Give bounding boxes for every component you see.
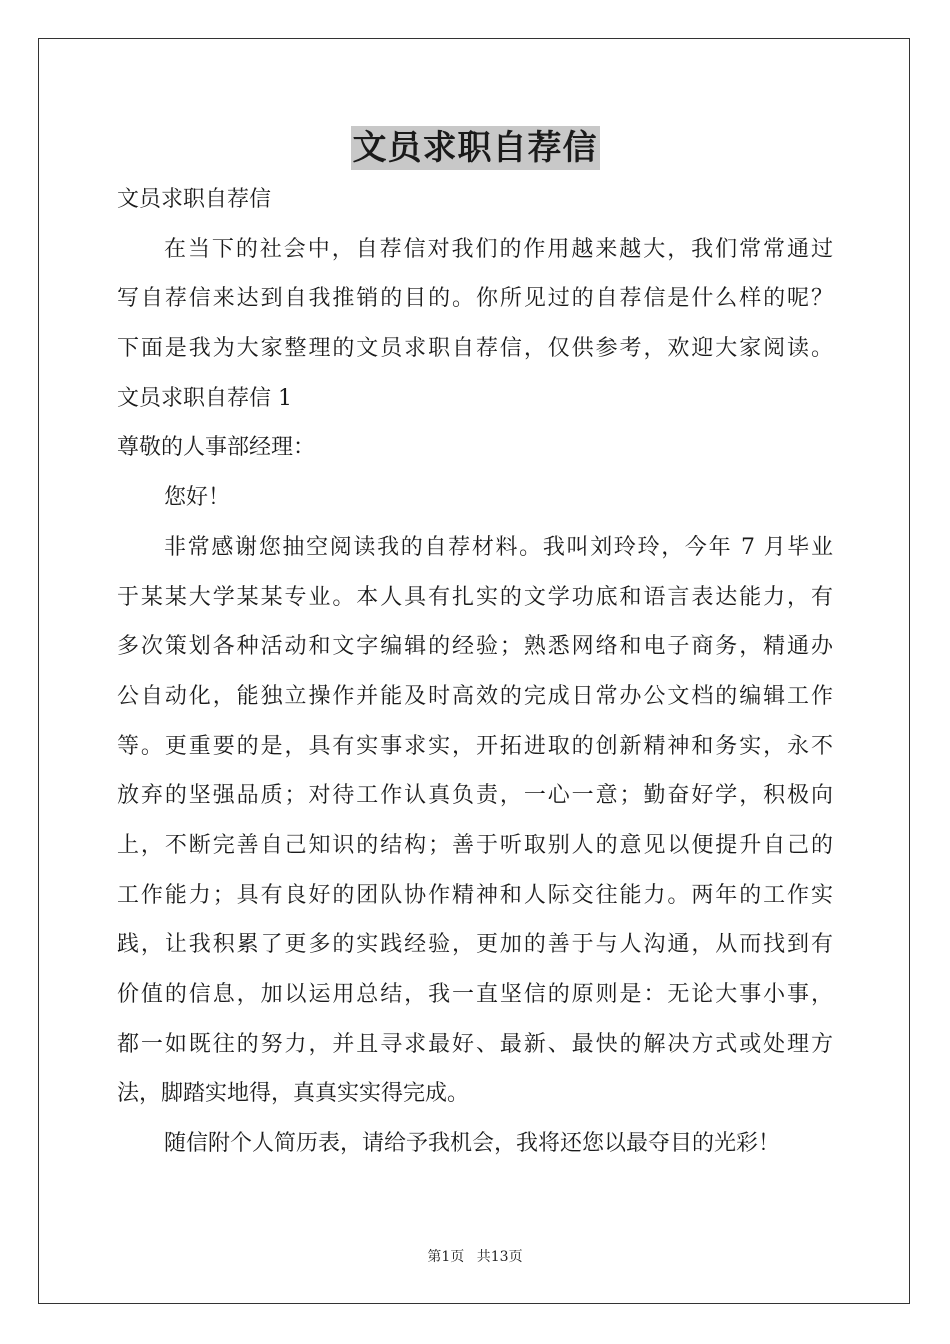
- page-number-current: 第1页: [427, 1249, 465, 1265]
- intro-line: 下面是我为大家整理的文员求职自荐信，仅供参考，欢迎大家阅读。: [117, 336, 833, 362]
- document-subtitle: 文员求职自荐信: [117, 187, 272, 212]
- document-body: [117, 175, 833, 1169]
- page-footer: [0, 1246, 950, 1266]
- body-line: 法，脚踏实地得，真真实实得完成。: [117, 1081, 470, 1107]
- body-line: 上，不断完善自己知识的结构；善于听取别人的意见以便提升自己的: [117, 832, 833, 858]
- greeting: 您好！: [164, 485, 231, 511]
- section-heading: 文员求职自荐信 1: [117, 385, 292, 411]
- page-number-total: 共13页: [476, 1249, 523, 1265]
- closing-line: 随信附个人简历表，请给予我机会，我将还您以最夺目的光彩！: [164, 1131, 781, 1157]
- title-container: [0, 126, 950, 170]
- body-line: 践，让我积累了更多的实践经验，更加的善于与人沟通，从而找到有: [117, 932, 833, 958]
- body-line: 放弃的坚强品质；对待工作认真负责，一心一意；勤奋好学，积极向: [117, 783, 833, 809]
- body-line: 非常感谢您抽空阅读我的自荐材料。我叫刘玲玲，今年 7 月毕业: [164, 534, 833, 560]
- salutation: 尊敬的人事部经理：: [117, 435, 316, 461]
- body-line: 公自动化，能独立操作并能及时高效的完成日常办公文档的编辑工作: [117, 683, 833, 709]
- intro-line: 写自荐信来达到自我推销的目的。你所见过的自荐信是什么样的呢？: [117, 286, 833, 312]
- body-line: 工作能力；具有良好的团队协作精神和人际交往能力。两年的工作实: [117, 882, 833, 908]
- intro-line: 在当下的社会中，自荐信对我们的作用越来越大，我们常常通过: [164, 236, 833, 262]
- body-line: 多次策划各种活动和文字编辑的经验；熟悉网络和电子商务，精通办: [117, 634, 833, 660]
- body-line: 价值的信息，加以运用总结，我一直坚信的原则是：无论大事小事，: [117, 982, 833, 1007]
- body-line: 等。更重要的是，具有实事求实，开拓进取的创新精神和务实，永不: [117, 733, 833, 759]
- body-line: 于某某大学某某专业。本人具有扎实的文学功底和语言表达能力，有: [117, 584, 833, 610]
- body-line: 都一如既往的努力，并且寻求最好、最新、最快的解决方式或处理方: [117, 1031, 833, 1057]
- document-title: 文员求职自荐信: [352, 128, 598, 168]
